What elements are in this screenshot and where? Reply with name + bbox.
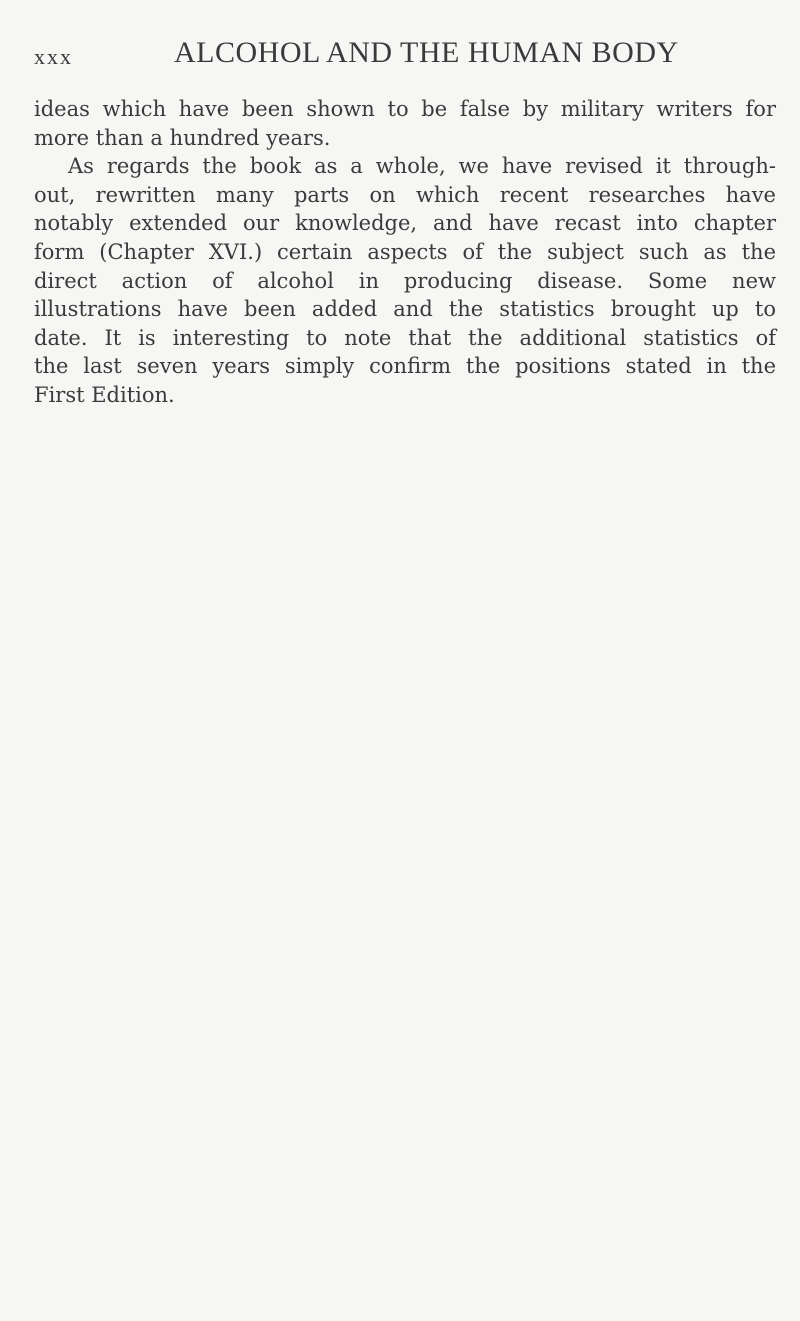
text-line: notably extended our knowledge, and have recast into chapter — [34, 211, 776, 236]
running-title: ALCOHOL AND THE HUMAN BODY — [174, 36, 679, 69]
body-text — [34, 95, 776, 410]
text-line: direct action of alcohol in producing disease. Some new — [34, 268, 776, 293]
text-line: form (Chapter XVI.) certain aspects of the subject such as the — [34, 239, 776, 264]
text-line: the last seven years simply confirm the positions stated in the — [34, 354, 776, 379]
paragraph — [34, 152, 776, 409]
text-line: more than a hundred years. — [34, 125, 331, 150]
page-number: xxx — [34, 44, 73, 69]
text-line: illustrations have been added and the statistics brought up to — [34, 297, 776, 322]
text-line: First Edition. — [34, 382, 175, 407]
text-line: out, rewritten many parts on which recent researches have — [34, 182, 776, 207]
text-line: date. It is interesting to note that the additional statistics of — [34, 325, 776, 350]
text-line: As regards the book as a whole, we have revised it through- — [68, 154, 776, 179]
paragraph — [34, 95, 776, 152]
running-head — [34, 36, 774, 76]
text-line: ideas which have been shown to be false by military writers for — [34, 97, 776, 121]
